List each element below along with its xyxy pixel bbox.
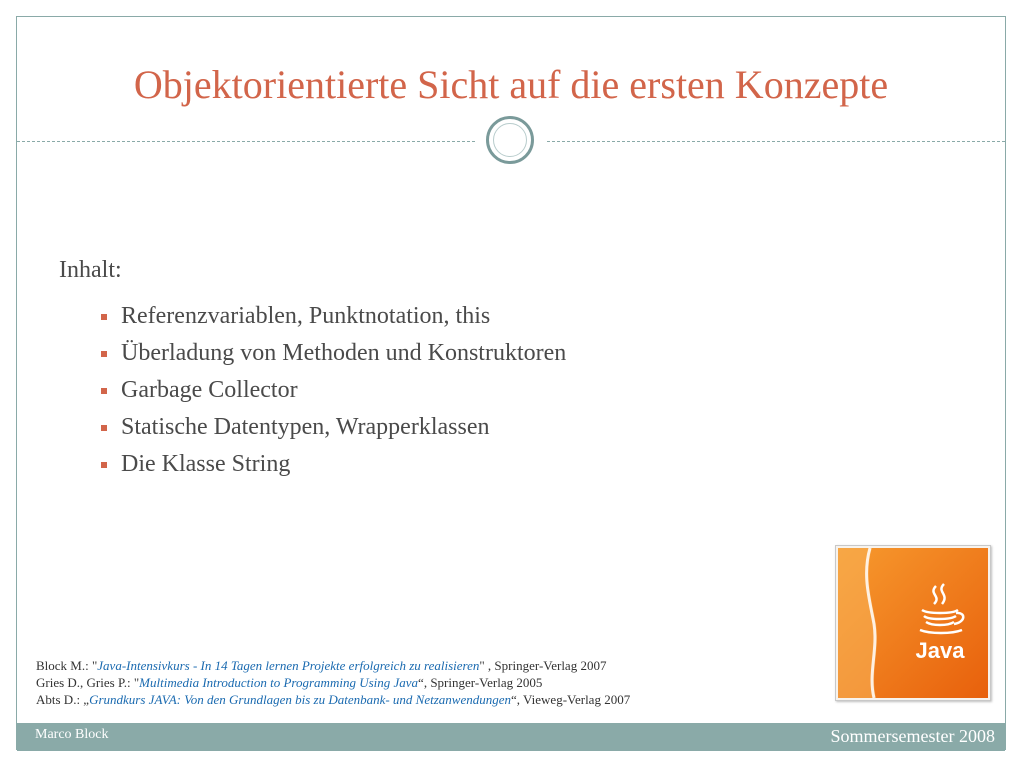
slide [16,16,1006,750]
reference-title: Java-Intensivkurs - In 14 Tagen lernen Projekte erfolgreich zu realisieren [97,658,480,673]
footer-author: Marco Block [35,727,109,742]
bullet-icon [101,388,107,394]
list-item: Die Klasse String [99,451,566,488]
footer-bar [17,723,1005,751]
java-logo-icon [836,546,990,700]
reference-title: Grundkurs JAVA: Von den Grundlagen bis zu Datenbank- und Netzanwendungen [89,692,512,707]
list-item: Referenzvariablen, Punktnotation, this [99,303,566,340]
list-item: Überladung von Methoden und Konstruktoren [99,340,566,377]
bullet-icon [101,425,107,431]
list-item: Garbage Collector [99,377,566,414]
java-logo [835,545,991,701]
references [36,657,630,708]
slide-title: Objektorientierte Sicht auf die ersten Konzepte [133,62,889,107]
bullet-list [99,303,566,488]
section-heading: Inhalt: [59,257,122,283]
reference-title: Multimedia Introduction to Programming Using Java [139,675,419,690]
reference-line: Block M.: "Java-Intensivkurs - In 14 Tagen lernen Projekte erfolgreich zu realisieren" , Springer-Verlag 2007 [36,658,607,673]
divider-ring-ornament [486,116,534,164]
list-item: Statische Datentypen, Wrapperklassen [99,414,566,451]
java-logo-text: Java [915,638,965,663]
footer-semester: Sommersemester 2008 [830,726,995,746]
bullet-icon [101,314,107,320]
bullet-icon [101,462,107,468]
reference-line: Abts D.: „Grundkurs JAVA: Von den Grundlagen bis zu Datenbank- und Netzanwendungen“, Vieweg-Verlag 2007 [36,692,631,707]
bullet-icon [101,351,107,357]
reference-line: Gries D., Gries P.: "Multimedia Introduction to Programming Using Java“, Springer-Verlag 2005 [36,675,543,690]
